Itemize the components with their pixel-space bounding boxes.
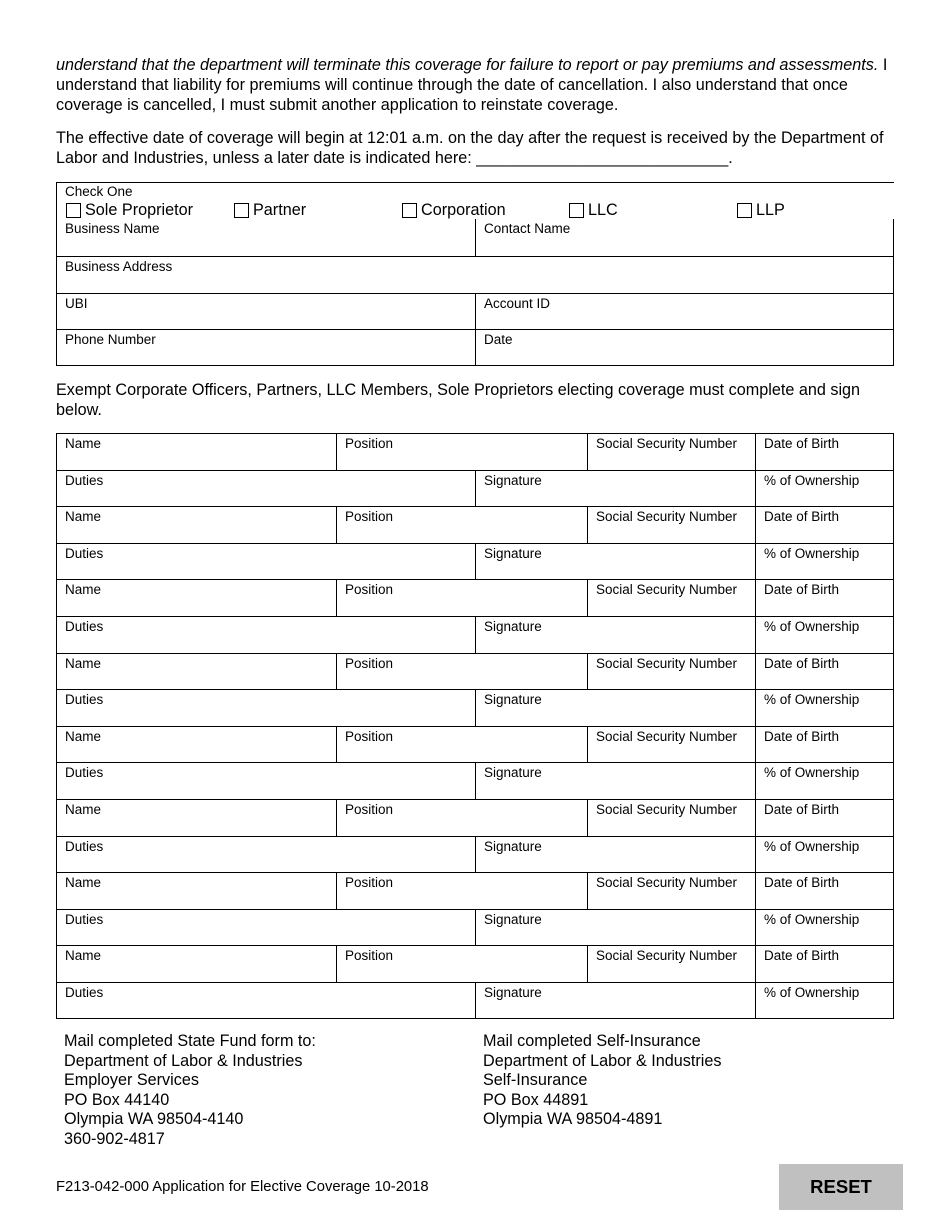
- officer-position-field[interactable]: [336, 873, 588, 909]
- officer-duties-field[interactable]: [57, 690, 476, 726]
- officer-info-row: [56, 653, 894, 690]
- officer-ownership-field[interactable]: [755, 690, 893, 726]
- officer-position-label: Position: [345, 436, 394, 451]
- officer-position-field[interactable]: [336, 580, 588, 616]
- address-line: Employer Services: [64, 1071, 199, 1090]
- officer-signature-field[interactable]: [475, 837, 756, 873]
- officer-ssn-field[interactable]: [587, 873, 756, 909]
- officer-duties-row: [56, 689, 894, 726]
- effective-date-paragraph: The effective date of coverage will begin at 12:01 a.m. on the day after the request is received by the Department of Labor and Industries, unless a later date is indicated here: ____________________________.: [56, 129, 884, 167]
- business-address-row: [56, 256, 894, 293]
- officer-duties-label: Duties: [65, 985, 104, 1000]
- officer-dob-field[interactable]: [755, 654, 893, 690]
- option-llp[interactable]: [737, 201, 785, 220]
- officer-dob-label: Date of Birth: [764, 875, 840, 890]
- officer-ssn-label: Social Security Number: [596, 582, 738, 597]
- officer-dob-label: Date of Birth: [764, 509, 840, 524]
- officer-position-label: Position: [345, 582, 394, 597]
- officer-signature-field[interactable]: [475, 910, 756, 946]
- mail-state-fund-address: [64, 1032, 316, 1150]
- officer-duties-row: [56, 762, 894, 799]
- date-label: Date: [484, 332, 513, 347]
- officer-position-label: Position: [345, 802, 394, 817]
- option-label: LLC: [588, 201, 618, 219]
- officer-ownership-label: % of Ownership: [764, 473, 860, 488]
- officer-duties-field[interactable]: [57, 471, 476, 507]
- officer-ownership-label: % of Ownership: [764, 985, 860, 1000]
- officer-info-row: [56, 726, 894, 763]
- officer-name-field[interactable]: [57, 507, 337, 543]
- option-label: Corporation: [421, 201, 506, 219]
- address-line: 360-902-4817: [64, 1129, 165, 1148]
- officer-name-label: Name: [65, 802, 102, 817]
- officer-dob-label: Date of Birth: [764, 802, 840, 817]
- contact-name-label: Contact Name: [484, 221, 571, 236]
- ubi-row: [56, 293, 894, 330]
- officer-dob-label: Date of Birth: [764, 582, 840, 597]
- officer-duties-label: Duties: [65, 473, 104, 488]
- officer-signature-field[interactable]: [475, 471, 756, 507]
- check-one-label: Check One: [65, 184, 133, 199]
- officer-position-label: Position: [345, 948, 394, 963]
- form-footer: F213-042-000 Application for Elective Coverage 10-2018: [56, 1179, 429, 1195]
- officer-duties-field[interactable]: [57, 544, 476, 580]
- business-address-label: Business Address: [65, 259, 173, 274]
- officer-info-row: [56, 506, 894, 543]
- intro-paragraph: [56, 55, 906, 115]
- business-name-row: [56, 219, 894, 256]
- officer-name-field[interactable]: [57, 654, 337, 690]
- officer-position-field[interactable]: [336, 654, 588, 690]
- officer-duties-label: Duties: [65, 839, 104, 854]
- officer-ownership-field[interactable]: [755, 471, 893, 507]
- officer-signature-label: Signature: [484, 765, 542, 780]
- officer-info-row: [56, 872, 894, 909]
- account-id-field[interactable]: [475, 294, 893, 330]
- checkbox-corporation[interactable]: [402, 203, 417, 218]
- officer-duties-row: [56, 836, 894, 873]
- officer-name-label: Name: [65, 948, 102, 963]
- officer-signature-label: Signature: [484, 912, 542, 927]
- checkbox-sole-proprietor[interactable]: [66, 203, 81, 218]
- phone-row: [56, 329, 894, 366]
- account-id-label: Account ID: [484, 296, 551, 311]
- address-line: Department of Labor & Industries: [64, 1051, 303, 1070]
- officer-ssn-field[interactable]: [587, 654, 756, 690]
- officer-ssn-label: Social Security Number: [596, 656, 738, 671]
- officer-dob-field[interactable]: [755, 873, 893, 909]
- officer-position-label: Position: [345, 509, 394, 524]
- officer-name-label: Name: [65, 656, 102, 671]
- officer-dob-label: Date of Birth: [764, 948, 840, 963]
- address-line: Olympia WA 98504-4891: [483, 1110, 663, 1129]
- officer-ownership-field[interactable]: [755, 763, 893, 799]
- officer-duties-row: [56, 909, 894, 946]
- option-label: Partner: [253, 201, 307, 219]
- officer-position-label: Position: [345, 729, 394, 744]
- option-sole-proprietor[interactable]: [66, 201, 193, 220]
- officer-ownership-field[interactable]: [755, 837, 893, 873]
- officer-info-row: [56, 799, 894, 836]
- officer-dob-label: Date of Birth: [764, 729, 840, 744]
- officer-info-row: [56, 579, 894, 616]
- business-address-field[interactable]: [57, 257, 893, 293]
- mail-self-insurance-address: [483, 1032, 721, 1130]
- officer-dob-field[interactable]: [755, 727, 893, 763]
- officer-duties-label: Duties: [65, 692, 104, 707]
- officer-name-label: Name: [65, 436, 102, 451]
- checkbox-llp[interactable]: [737, 203, 752, 218]
- officer-ssn-label: Social Security Number: [596, 875, 738, 890]
- address-line: PO Box 44891: [483, 1090, 589, 1109]
- officer-duties-label: Duties: [65, 546, 104, 561]
- officer-ssn-label: Social Security Number: [596, 948, 738, 963]
- reset-button[interactable]: RESET: [779, 1164, 903, 1210]
- address-line: Department of Labor & Industries: [483, 1051, 722, 1070]
- option-partner[interactable]: [234, 201, 306, 220]
- officer-signature-field[interactable]: [475, 763, 756, 799]
- officer-ssn-label: Social Security Number: [596, 509, 738, 524]
- officer-signature-label: Signature: [484, 546, 542, 561]
- officer-duties-field[interactable]: [57, 910, 476, 946]
- officer-duties-label: Duties: [65, 912, 104, 927]
- officer-name-field[interactable]: [57, 434, 337, 470]
- officer-name-label: Name: [65, 509, 102, 524]
- business-name-label: Business Name: [65, 221, 160, 236]
- officer-ownership-label: % of Ownership: [764, 912, 860, 927]
- officer-ownership-label: % of Ownership: [764, 765, 860, 780]
- officer-dob-label: Date of Birth: [764, 656, 840, 671]
- officer-info-row: [56, 945, 894, 982]
- entity-type-row: [56, 182, 894, 219]
- officer-name-field[interactable]: [57, 727, 337, 763]
- officer-dob-label: Date of Birth: [764, 436, 840, 451]
- address-line: Olympia WA 98504-4140: [64, 1110, 244, 1129]
- officer-ssn-label: Social Security Number: [596, 729, 738, 744]
- officer-duties-field[interactable]: [57, 617, 476, 653]
- officer-dob-field[interactable]: [755, 507, 893, 543]
- officer-duties-label: Duties: [65, 619, 104, 634]
- officer-duties-field[interactable]: [57, 763, 476, 799]
- officer-ownership-label: % of Ownership: [764, 692, 860, 707]
- exempt-instructions: Exempt Corporate Officers, Partners, LLC Members, Sole Proprietors electing coverage must complete and sign below.: [56, 381, 861, 419]
- officer-ssn-field[interactable]: [587, 800, 756, 836]
- officer-ownership-label: % of Ownership: [764, 546, 860, 561]
- officer-dob-field[interactable]: [755, 434, 893, 470]
- contact-name-field[interactable]: [475, 219, 893, 256]
- officer-position-field[interactable]: [336, 727, 588, 763]
- officer-name-label: Name: [65, 875, 102, 890]
- officer-ssn-field[interactable]: [587, 434, 756, 470]
- officer-duties-field[interactable]: [57, 837, 476, 873]
- officer-signature-field[interactable]: [475, 544, 756, 580]
- option-llc[interactable]: [569, 201, 618, 220]
- officer-dob-field[interactable]: [755, 800, 893, 836]
- officer-ssn-label: Social Security Number: [596, 802, 738, 817]
- date-field[interactable]: [475, 330, 893, 365]
- officer-name-label: Name: [65, 729, 102, 744]
- officer-duties-field[interactable]: [57, 983, 476, 1018]
- officer-position-field[interactable]: [336, 946, 588, 982]
- officer-duties-row: [56, 616, 894, 653]
- officer-position-label: Position: [345, 875, 394, 890]
- checkbox-llc[interactable]: [569, 203, 584, 218]
- officer-ssn-field[interactable]: [587, 727, 756, 763]
- business-name-field[interactable]: [57, 219, 476, 256]
- business-info-box: [56, 182, 894, 366]
- intro-rest-text: I understand that liability for premiums will continue through the date of cancellation. I also understand that once coverage is cancelled, I must submit another application to reinstate coverage.: [56, 56, 888, 114]
- officer-signature-field[interactable]: [475, 983, 756, 1018]
- officer-signature-label: Signature: [484, 473, 542, 488]
- officer-duties-row: [56, 470, 894, 507]
- officer-signature-label: Signature: [484, 692, 542, 707]
- officer-ownership-field[interactable]: [755, 617, 893, 653]
- officer-ssn-field[interactable]: [587, 946, 756, 982]
- officer-signature-label: Signature: [484, 985, 542, 1000]
- officer-ownership-label: % of Ownership: [764, 619, 860, 634]
- officer-ownership-field[interactable]: [755, 983, 893, 1018]
- officer-ssn-label: Social Security Number: [596, 436, 738, 451]
- officer-position-field[interactable]: [336, 434, 588, 470]
- officer-name-field[interactable]: [57, 580, 337, 616]
- officer-duties-row: [56, 982, 894, 1019]
- officer-duties-row: [56, 543, 894, 580]
- officer-signature-field[interactable]: [475, 690, 756, 726]
- officer-dob-field[interactable]: [755, 946, 893, 982]
- officer-ssn-field[interactable]: [587, 580, 756, 616]
- officer-name-field[interactable]: [57, 946, 337, 982]
- officer-ssn-field[interactable]: [587, 507, 756, 543]
- officer-name-field[interactable]: [57, 800, 337, 836]
- officer-ownership-label: % of Ownership: [764, 839, 860, 854]
- officer-info-row: [56, 433, 894, 470]
- officer-signature-field[interactable]: [475, 617, 756, 653]
- officer-dob-field[interactable]: [755, 580, 893, 616]
- officer-position-label: Position: [345, 656, 394, 671]
- phone-number-field[interactable]: [57, 330, 476, 365]
- address-line: Mail completed State Fund form to:: [64, 1032, 316, 1050]
- checkbox-partner[interactable]: [234, 203, 249, 218]
- address-line: Mail completed Self-Insurance: [483, 1032, 701, 1050]
- ubi-field[interactable]: [57, 294, 476, 330]
- officer-position-field[interactable]: [336, 507, 588, 543]
- officer-duties-label: Duties: [65, 765, 104, 780]
- officer-ownership-field[interactable]: [755, 910, 893, 946]
- officer-signature-label: Signature: [484, 619, 542, 634]
- option-label: LLP: [756, 201, 785, 219]
- phone-number-label: Phone Number: [65, 332, 156, 347]
- ubi-label: UBI: [65, 296, 88, 311]
- intro-italic-text: understand that the department will terminate this coverage for failure to report or pay premiums and assessments.: [56, 56, 879, 74]
- address-line: Self-Insurance: [483, 1071, 588, 1090]
- officer-ownership-field[interactable]: [755, 544, 893, 580]
- officer-signature-label: Signature: [484, 839, 542, 854]
- officer-name-field[interactable]: [57, 873, 337, 909]
- address-line: PO Box 44140: [64, 1090, 170, 1109]
- officer-name-label: Name: [65, 582, 102, 597]
- option-corporation[interactable]: [402, 201, 506, 220]
- option-label: Sole Proprietor: [85, 201, 193, 219]
- officer-position-field[interactable]: [336, 800, 588, 836]
